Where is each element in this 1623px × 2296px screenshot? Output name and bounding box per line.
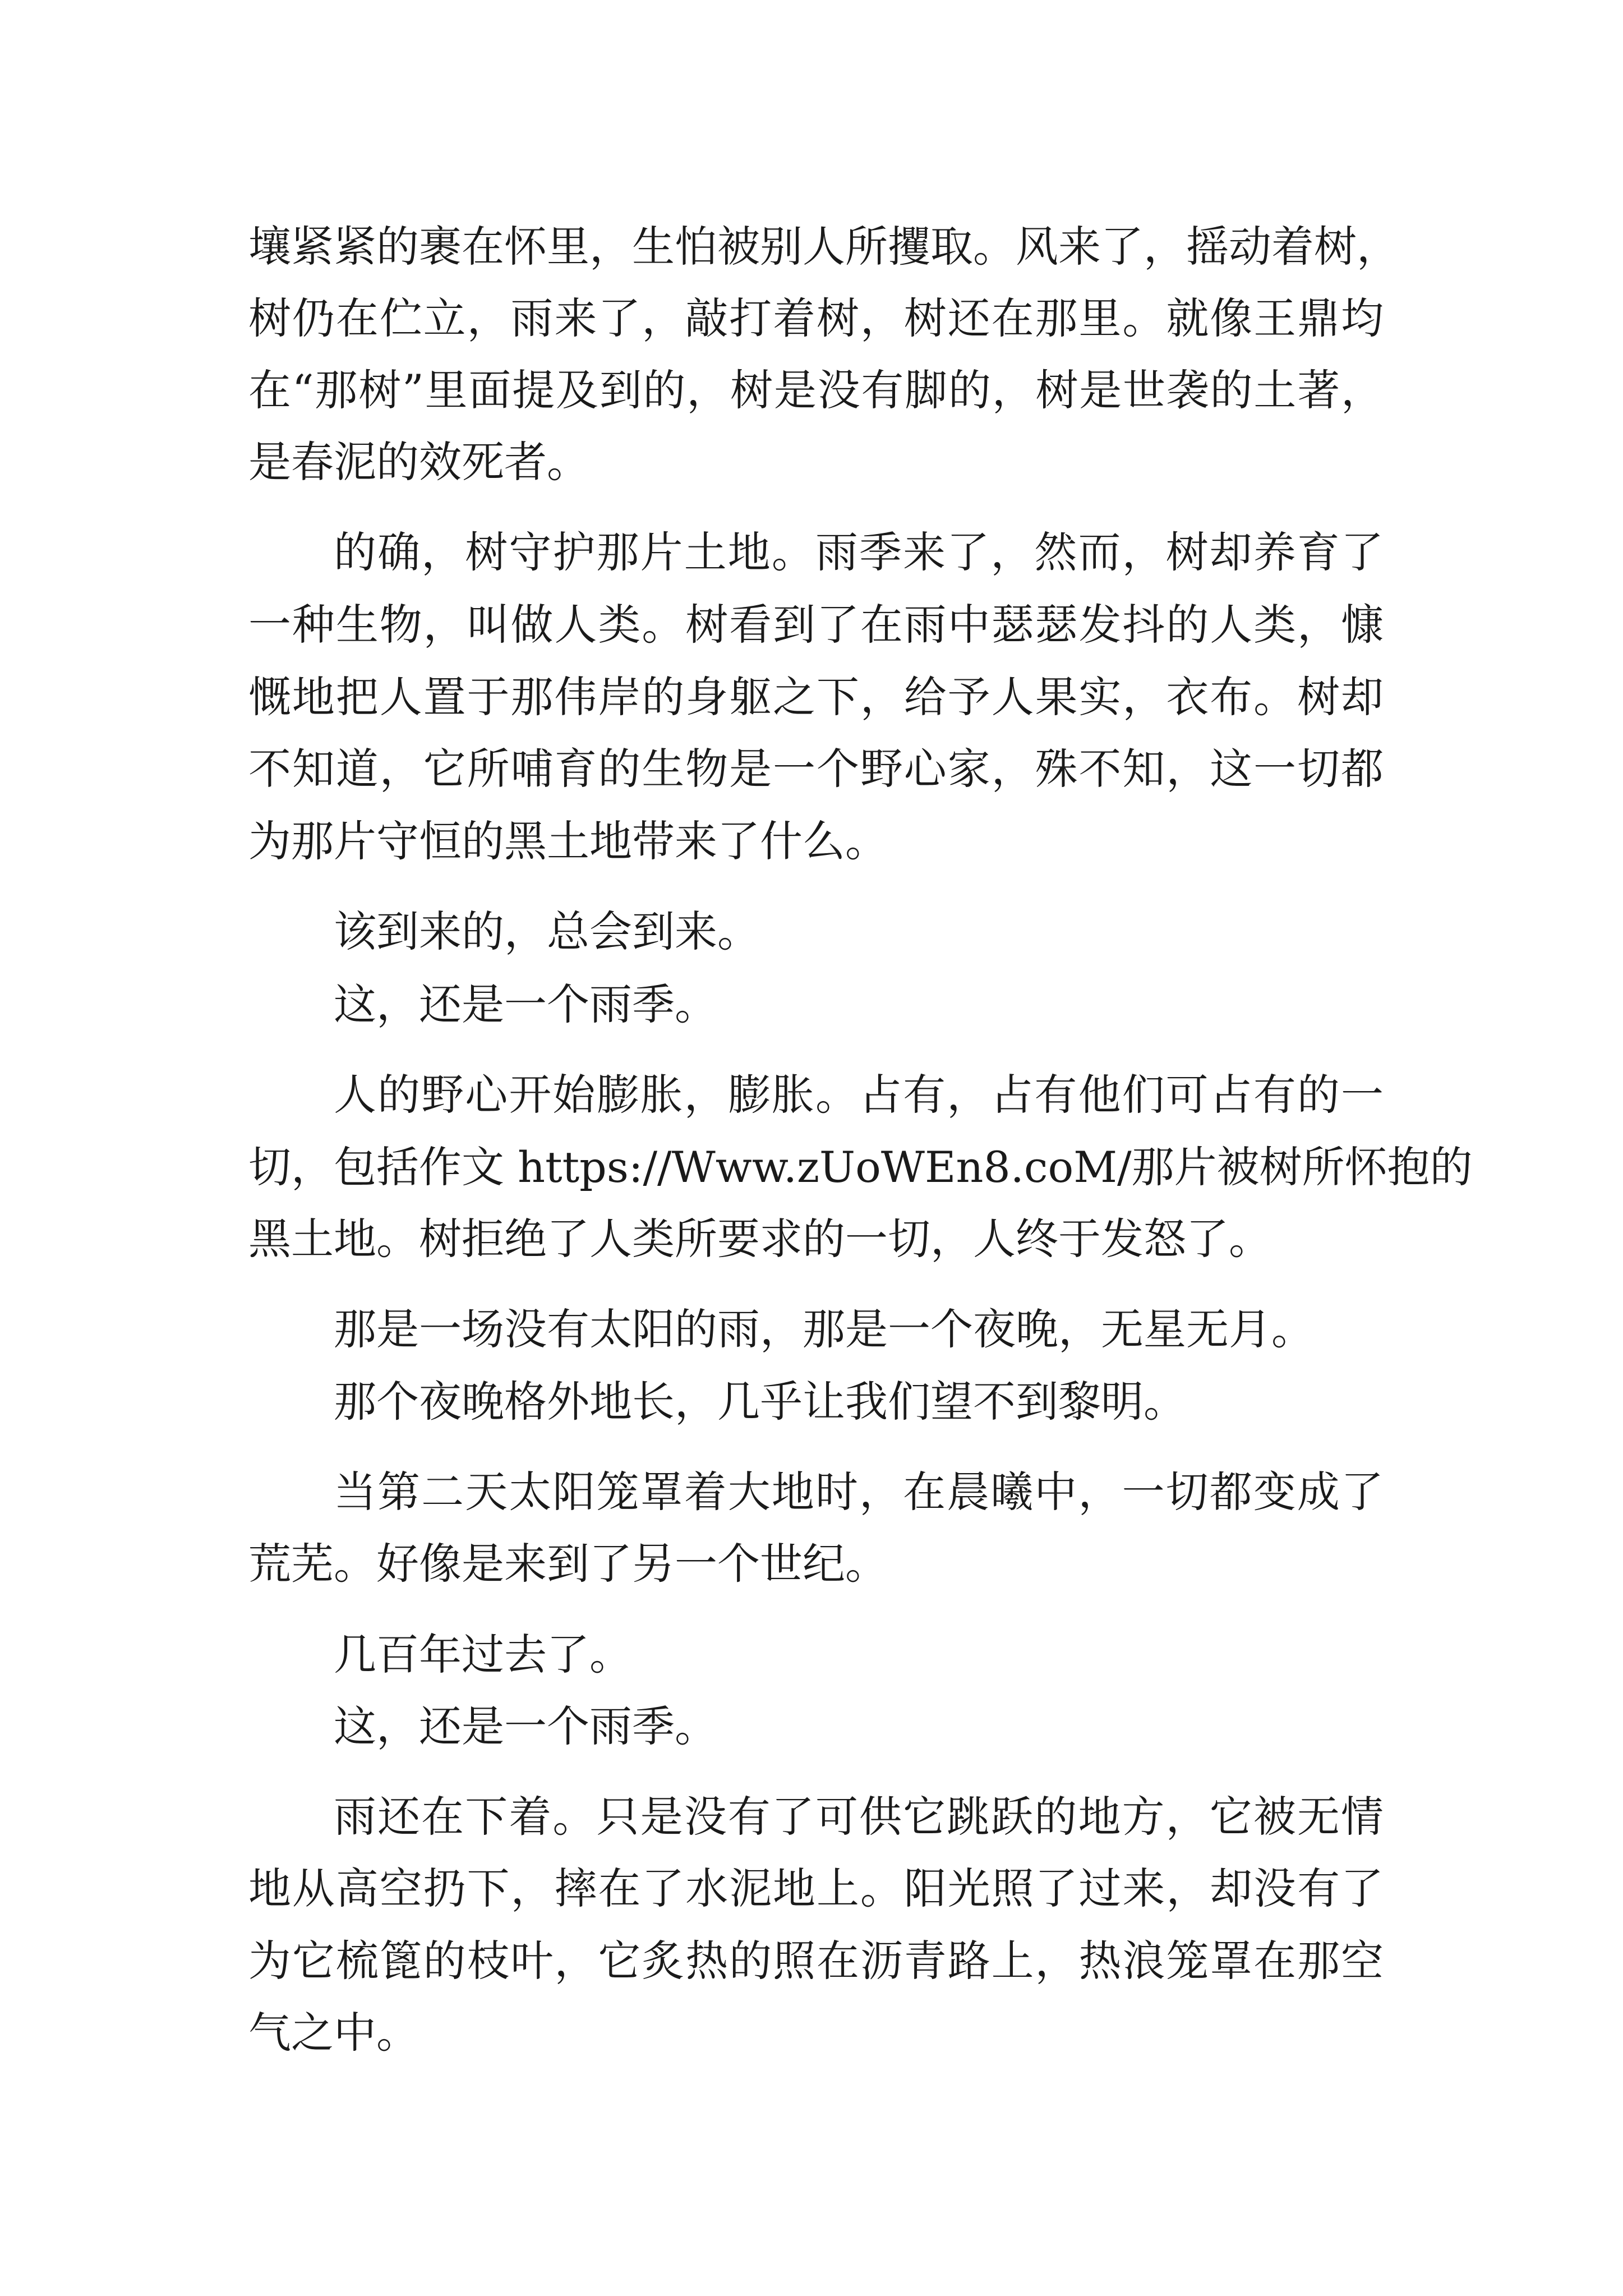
text-line: 黑土地。树拒绝了人类所要求的一切，人终于发怒了。: [248, 1214, 1271, 1264]
text-line: 荒芜。好像是来到了另一个世纪。: [248, 1539, 888, 1589]
text-line: 不知道，它所哺育的生物是一个野心家，殊不知，这一切都: [248, 744, 1384, 794]
text-line: 地从高空扔下，摔在了水泥地上。阳光照了过来，却没有了: [248, 1864, 1384, 1913]
text-line: 一种生物，叫做人类。树看到了在雨中瑟瑟发抖的人类，慷: [248, 600, 1384, 650]
text-line: 气之中。: [248, 2008, 419, 2058]
paragraph-first-line: 这，还是一个雨季。: [334, 979, 717, 1029]
paragraph-first-line: 人的野心开始膨胀，膨胀。占有，占有他们可占有的一: [334, 1070, 1384, 1120]
text-line: 树仍在伫立，雨来了，敲打着树，树还在那里。就像王鼎均: [248, 293, 1384, 343]
text-line: 在“那树”里面提及到的，树是没有脚的，树是世袭的土著，: [248, 365, 1384, 415]
text-line: 壤紧紧的裹在怀里，生怕被别人所攫取。风来了，摇动着树，: [248, 222, 1399, 272]
paragraph-first-line: 的确，树守护那片土地。雨季来了，然而，树却养育了: [334, 527, 1384, 577]
paragraph-first-line: 那是一场没有太阳的雨，那是一个夜晚，无星无月。: [334, 1304, 1314, 1354]
paragraph-first-line: 那个夜晚格外地长，几乎让我们望不到黎明。: [334, 1377, 1186, 1427]
text-line: 为那片守恒的黑土地带来了什么。: [248, 816, 888, 866]
paragraph-first-line: 当第二天太阳笼罩着大地时，在晨曦中，一切都变成了: [334, 1467, 1384, 1517]
paragraph-first-line: 几百年过去了。: [334, 1630, 632, 1680]
text-line: 是春泥的效死者。: [248, 437, 589, 487]
text-line: 为它梳篦的枝叶，它炙热的照在沥青路上，热浪笼罩在那空: [248, 1936, 1384, 1986]
text-line: 切，包括作文 https://Www.zUoWEn8.coM/那片被树所怀抱的: [248, 1142, 1473, 1192]
paragraph-first-line: 这，还是一个雨季。: [334, 1701, 717, 1751]
paragraph-first-line: 该到来的，总会到来。: [334, 907, 760, 956]
paragraph-first-line: 雨还在下着。只是没有了可供它跳跃的地方，它被无情: [334, 1792, 1384, 1842]
text-line: 慨地把人置于那伟岸的身躯之下，给予人果实，衣布。树却: [248, 672, 1384, 722]
